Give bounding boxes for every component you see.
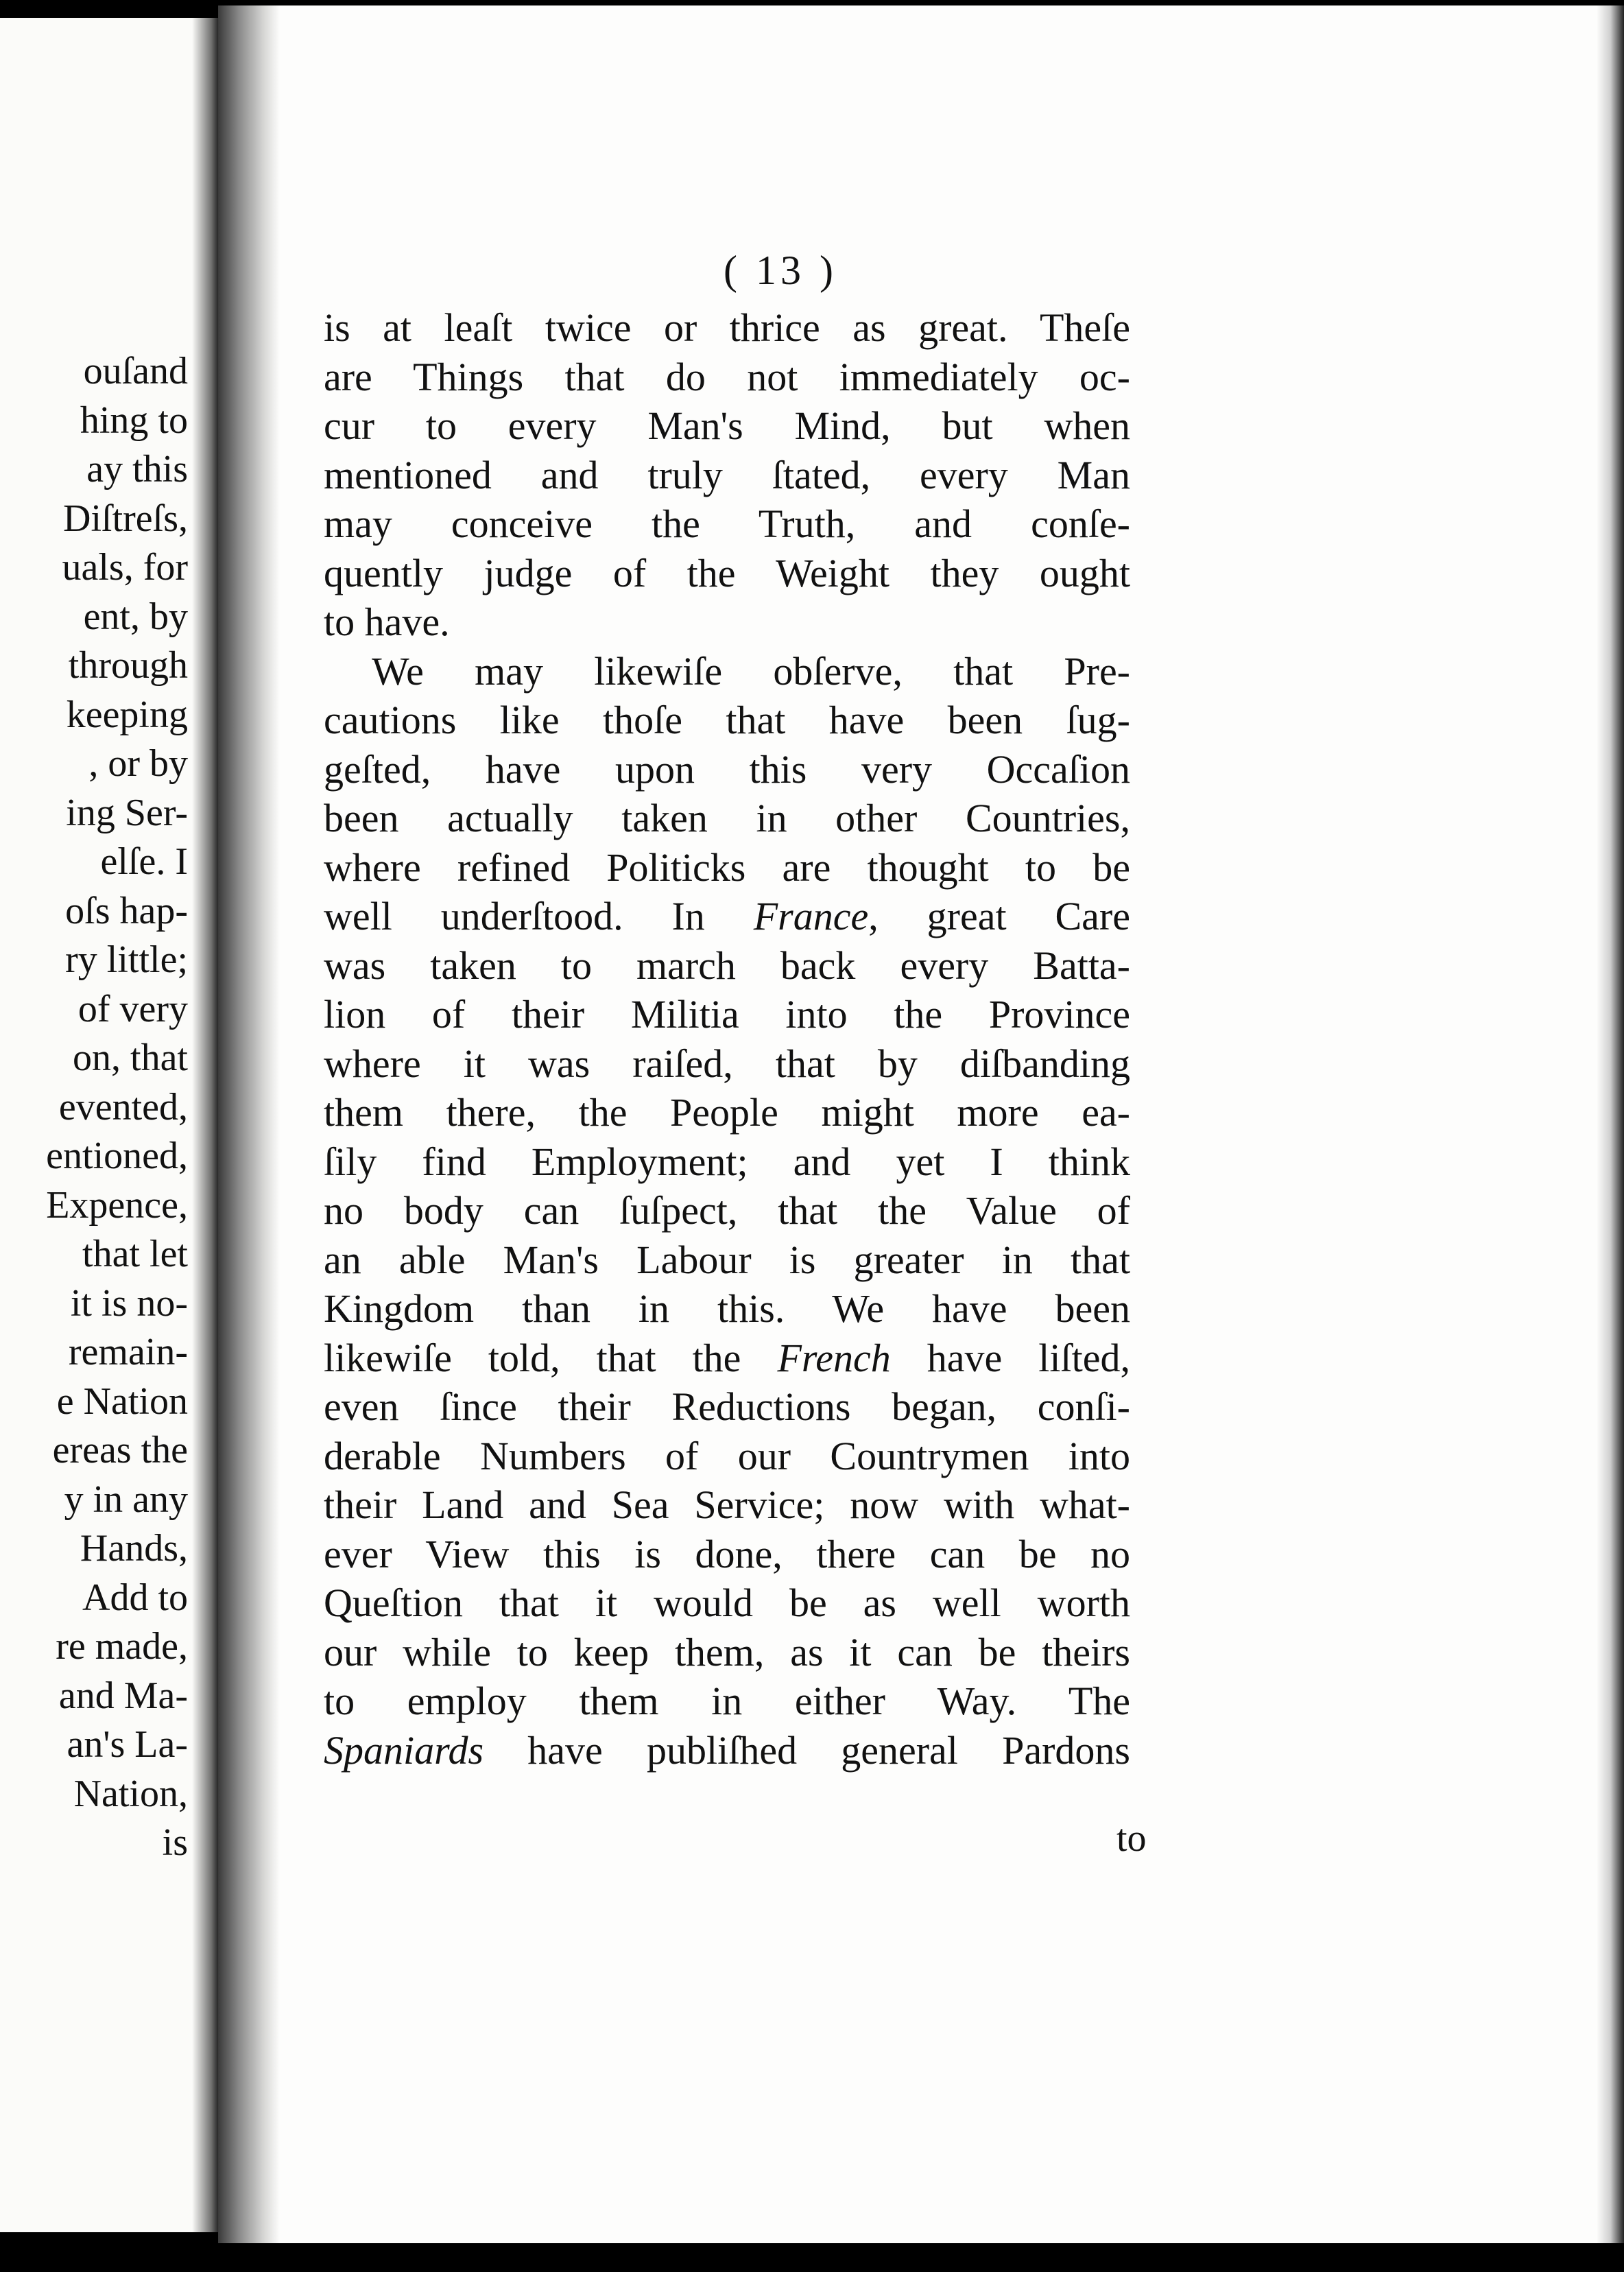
text-line: cur to every Man's Mind, but when <box>324 403 1130 448</box>
catchword: to <box>1116 1817 1147 1860</box>
left-line: ereas the <box>52 1429 188 1471</box>
text-line: where it was raiſed, that by diſbanding <box>324 1041 1130 1086</box>
page-number: ( 13 ) <box>724 248 837 293</box>
left-line: ay this <box>86 448 188 490</box>
text-line: lion of their Militia into the Province <box>324 992 1130 1037</box>
left-line: is <box>162 1821 188 1864</box>
left-page-text <box>0 347 188 1868</box>
left-line: Expence, <box>46 1183 188 1227</box>
left-line: oſs hap- <box>65 889 188 932</box>
text-line: no body can ſuſpect, that the Value of <box>324 1188 1130 1233</box>
left-line: Diſtreſs, <box>63 497 188 540</box>
text-line: may conceive the Truth, and conſe- <box>324 501 1130 546</box>
left-line: ry little; <box>65 938 188 981</box>
text-line: geſted, have upon this very Occaſion <box>324 746 1130 792</box>
left-line: that let <box>82 1233 188 1275</box>
text-line: to employ them in either Way. The <box>324 1679 1130 1723</box>
left-line: ouſand <box>83 350 188 392</box>
left-line: entioned, <box>46 1135 188 1177</box>
text-line: Spaniards have publiſhed general Pardons <box>324 1727 1130 1773</box>
left-line: through <box>68 644 188 687</box>
left-line: elſe. I <box>100 840 188 883</box>
text-line: quently judge of the Weight they ought <box>324 550 1130 595</box>
right-page-edge <box>1597 5 1624 2243</box>
left-line: and Ma- <box>58 1674 188 1717</box>
right-page-gutter-shadow <box>218 5 280 2243</box>
text-line: derable Numbers of our Countrymen into <box>324 1433 1130 1478</box>
left-line: e Nation <box>56 1380 188 1423</box>
left-line: remain- <box>68 1331 188 1373</box>
left-line: keeping <box>66 693 188 736</box>
left-line: evented, <box>58 1085 188 1128</box>
text-line: is at leaſt twice or thrice as great. Theſe <box>324 305 1130 350</box>
left-line: uals, for <box>62 546 188 589</box>
left-line: y in any <box>64 1478 188 1521</box>
left-line: re made, <box>56 1625 188 1668</box>
text-line: We may likewiſe obſerve, that Pre- <box>372 648 1130 694</box>
left-line: Add to <box>82 1576 188 1619</box>
right-page <box>218 5 1624 2243</box>
text-line: was taken to march back every Batta- <box>324 943 1130 988</box>
text-line: cautions like thoſe that have been ſug- <box>324 698 1130 742</box>
text-line: ever View this is done, there can be no <box>324 1531 1130 1576</box>
left-line: hing to <box>80 399 188 442</box>
left-line: Hands, <box>80 1527 188 1570</box>
text-line: them there, the People might more ea- <box>324 1090 1130 1135</box>
left-page <box>0 18 219 2232</box>
left-line: ing Ser- <box>66 791 188 834</box>
left-line: an's La- <box>67 1723 188 1766</box>
left-line: , or by <box>88 742 188 785</box>
left-line: on, that <box>73 1037 188 1079</box>
text-line: Kingdom than in this. We have been <box>324 1286 1130 1331</box>
left-line: of very <box>77 987 188 1030</box>
text-line: an able Man's Labour is greater in that <box>324 1237 1130 1282</box>
left-line: ent, by <box>83 595 188 638</box>
text-line: their Land and Sea Service; now with what- <box>324 1482 1130 1527</box>
text-line: likewiſe told, that the French have liſted, <box>324 1335 1131 1380</box>
text-line: been actually taken in other Countries, <box>324 796 1130 840</box>
text-line: Queſtion that it would be as well worth <box>324 1581 1130 1625</box>
text-line: well underſtood. In France, great Care <box>324 894 1130 938</box>
text-line: mentioned and truly ſtated, every Man <box>324 452 1130 497</box>
text-line: our while to keep them, as it can be theirs <box>324 1629 1130 1675</box>
left-line: it is no- <box>70 1281 188 1325</box>
text-line: to have. <box>324 600 450 644</box>
text-line: ſily find Employment; and yet I think <box>324 1139 1130 1184</box>
left-line: Nation, <box>73 1772 188 1815</box>
text-line: even ſince their Reductions began, conſi- <box>324 1384 1130 1429</box>
left-page-gutter-shadow <box>192 18 219 2232</box>
text-line: where refined Politicks are thought to be <box>324 844 1130 890</box>
text-line: are Things that do not immediately oc- <box>324 354 1130 399</box>
page-body-text <box>324 303 1130 1775</box>
